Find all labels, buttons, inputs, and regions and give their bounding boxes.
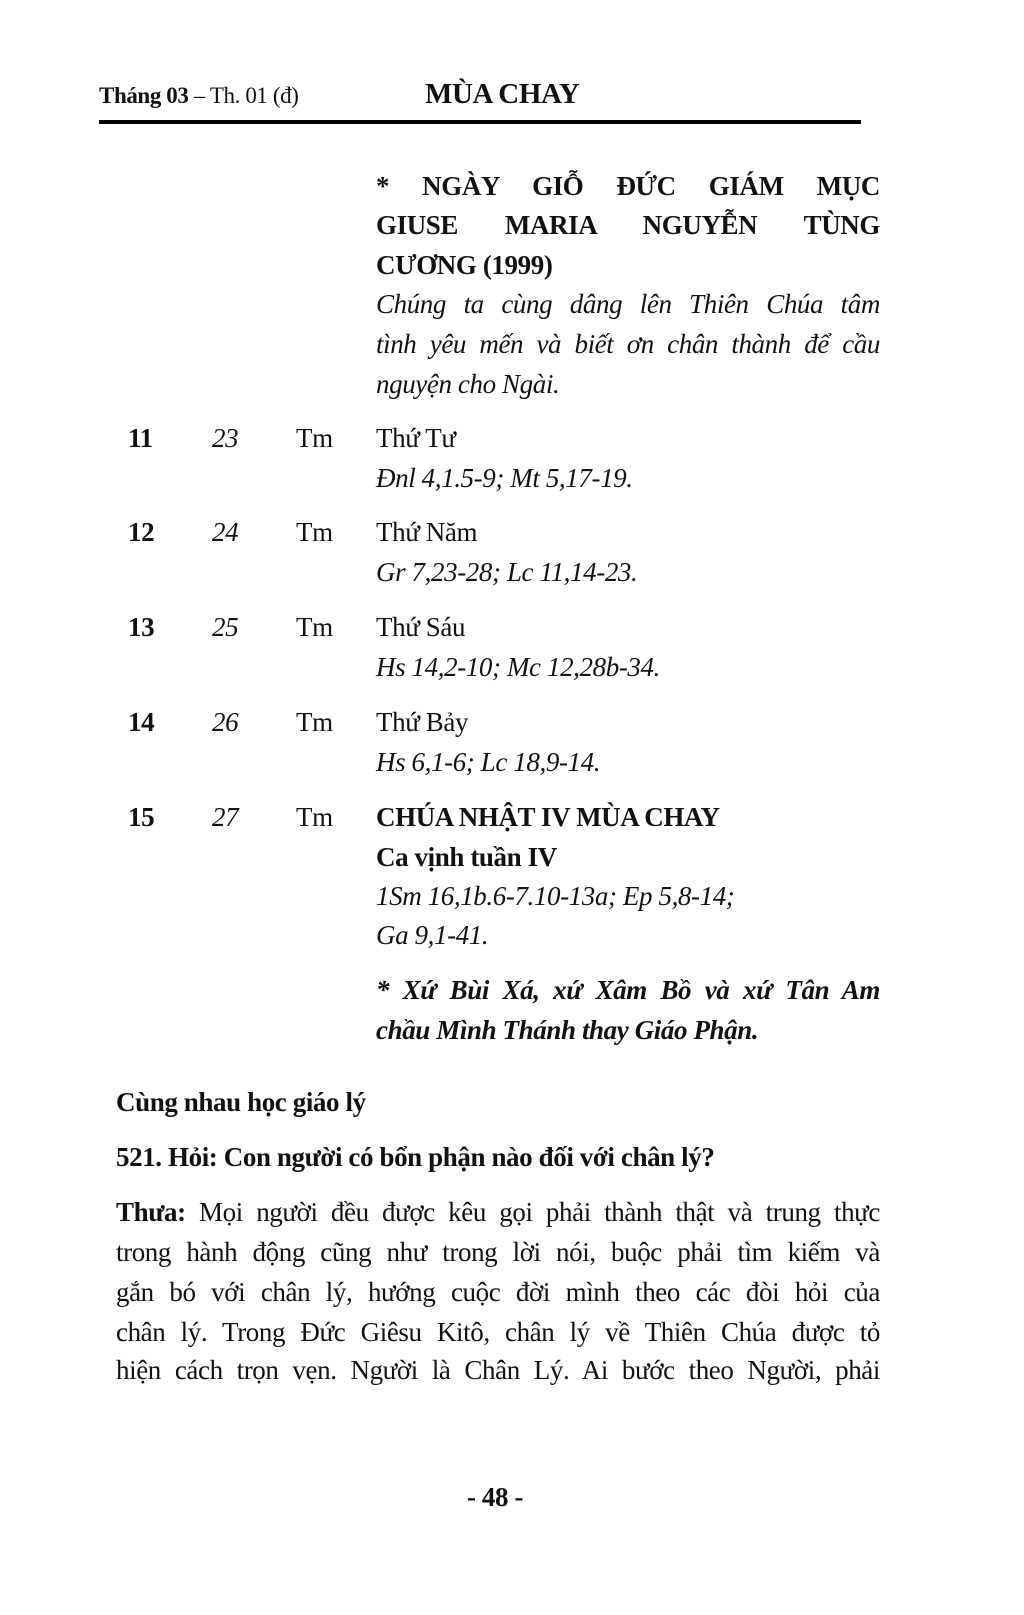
month-sub: – Th. 01 (đ) <box>188 83 299 108</box>
month-label: Tháng 03 <box>99 83 189 108</box>
readings: Gr 7,23-28; Lc 11,14-23. <box>376 557 638 587</box>
day-title: Thứ Bảy <box>376 707 469 737</box>
season-title: MÙA CHAY <box>425 78 580 110</box>
psalter-week: Ca vịnh tuần IV <box>376 842 557 872</box>
day-title: Thứ Năm <box>376 517 478 547</box>
note-line: chầu Mình Thánh thay Giáo Phận. <box>376 1015 759 1045</box>
answer-text: Mọi người đều được kêu gọi phải thành thật và trung thực <box>185 1197 880 1227</box>
header-divider <box>99 120 861 124</box>
readings: Đnl 4,1.5-9; Mt 5,17-19. <box>376 463 633 493</box>
liturgical-color: Tm <box>296 517 333 547</box>
day-number: 11 <box>128 423 153 453</box>
day-title: CHÚA NHẬT IV MÙA CHAY <box>376 802 720 832</box>
day-title: Thứ Tư <box>376 423 456 453</box>
header-month <box>99 78 299 114</box>
lunar-day: 25 <box>212 612 239 642</box>
answer-line: gắn bó với chân lý, hướng cuộc đời mình theo các đòi hỏi của <box>116 1277 880 1307</box>
section-heading: Cùng nhau học giáo lý <box>116 1087 366 1117</box>
page-number: - 48 - <box>466 1482 524 1512</box>
question: 521. Hỏi: Con người có bổn phận nào đối với chân lý? <box>116 1142 715 1172</box>
day-number: 12 <box>128 517 155 547</box>
memorial-title-line: GIUSE MARIA NGUYỄN TÙNG <box>376 210 880 240</box>
answer-line <box>116 1194 880 1230</box>
liturgical-color: Tm <box>296 802 333 832</box>
day-number: 14 <box>128 707 155 737</box>
day-number: 13 <box>128 612 155 642</box>
lunar-day: 27 <box>212 802 239 832</box>
answer-line: chân lý. Trong Đức Giêsu Kitô, chân lý về Thiên Chúa được tỏ <box>116 1317 880 1347</box>
liturgical-color: Tm <box>296 423 333 453</box>
answer-line: trong hành động cũng như trong lời nói, buộc phải tìm kiếm và <box>116 1237 880 1267</box>
day-title: Thứ Sáu <box>376 612 466 642</box>
memorial-text-line: Chúng ta cùng dâng lên Thiên Chúa tâm <box>376 289 880 319</box>
liturgical-color: Tm <box>296 612 333 642</box>
memorial-title-line: CƯƠNG (1999) <box>376 250 553 280</box>
readings: Hs 14,2-10; Mc 12,28b-34. <box>376 652 660 682</box>
day-number: 15 <box>128 802 155 832</box>
readings: Hs 6,1-6; Lc 18,9-14. <box>376 747 601 777</box>
lunar-day: 26 <box>212 707 239 737</box>
liturgical-color: Tm <box>296 707 333 737</box>
readings: Ga 9,1-41. <box>376 920 489 950</box>
memorial-text-line: tình yêu mến và biết ơn chân thành để cầu <box>376 329 880 359</box>
lunar-day: 24 <box>212 517 239 547</box>
note-line: * Xứ Bùi Xá, xứ Xâm Bồ và xứ Tân Am <box>376 975 880 1005</box>
readings: 1Sm 16,1b.6-7.10-13a; Ep 5,8-14; <box>376 881 735 911</box>
memorial-title-line: * NGÀY GIỖ ĐỨC GIÁM MỤC <box>376 171 880 201</box>
lunar-day: 23 <box>212 423 239 453</box>
memorial-text-line: nguyện cho Ngài. <box>376 369 560 399</box>
answer-line: hiện cách trọn vẹn. Người là Chân Lý. Ai bước theo Người, phải <box>116 1355 880 1385</box>
answer-label: Thưa: <box>116 1197 186 1227</box>
